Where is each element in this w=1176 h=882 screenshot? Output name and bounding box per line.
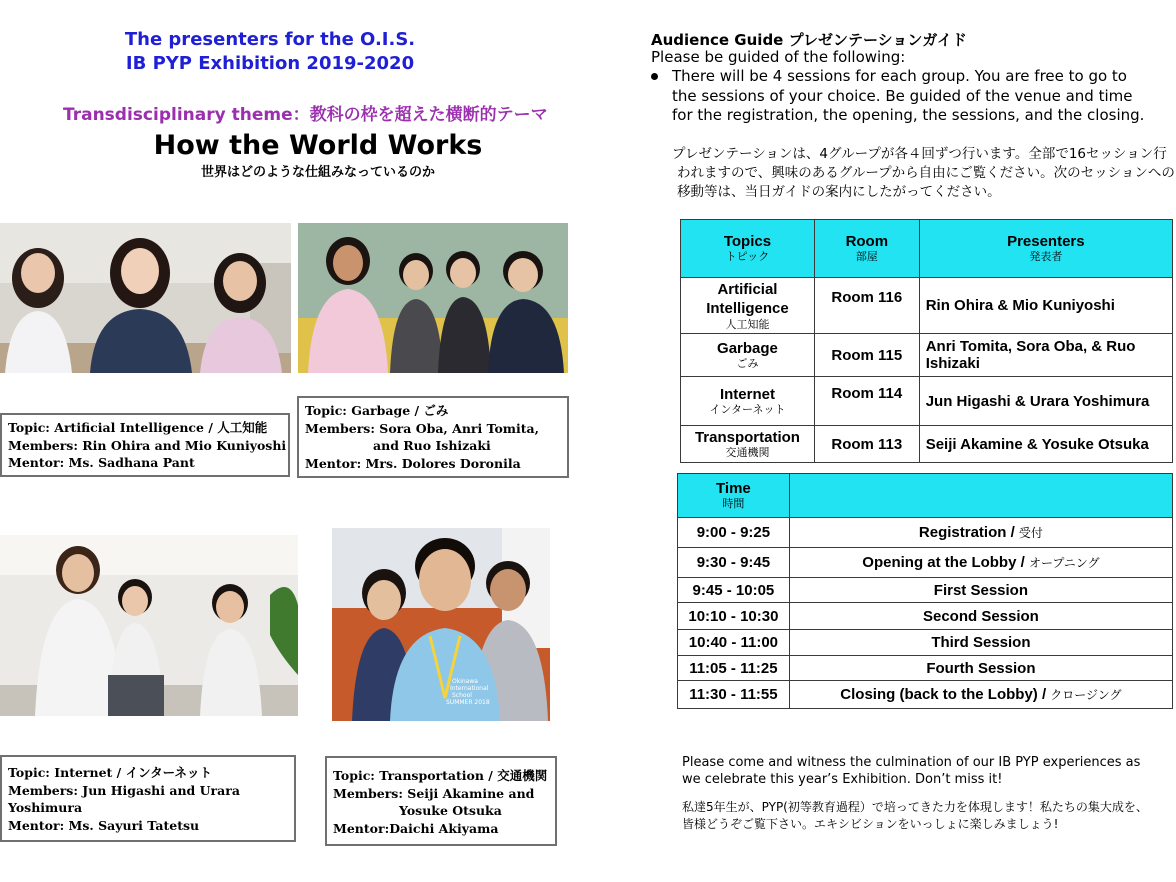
- table-row: [678, 518, 1173, 548]
- table-row: [678, 548, 1173, 578]
- topic-cell: Garbage ごみ: [681, 334, 815, 377]
- jp-line: 移動等は、当日ガイドの案内にしたがってください。: [677, 184, 1001, 200]
- header-presenters: Presenters 発表者: [919, 220, 1172, 278]
- event-cell: First Session: [789, 578, 1172, 603]
- table-row: [681, 377, 1173, 426]
- table-row: [678, 656, 1173, 681]
- time-cell: 9:30 - 9:45: [678, 548, 790, 578]
- caption-topic: Topic: Garbage / ごみ: [305, 403, 449, 418]
- header-room: Room 部屋: [814, 220, 919, 278]
- jp-line: われますので、興味のあるグループから自由にご覧ください。次のセッションへの: [677, 165, 1175, 181]
- header-event: [789, 474, 1172, 518]
- presenters-cell: Jun Higashi & Urara Yoshimura: [919, 377, 1172, 426]
- closing-jp-line: 皆様どうぞご覧下さい。エキシビションをいっしょに楽しみましょう!: [682, 816, 1059, 831]
- closing-en-line: we celebrate this year’s Exhibition. Don’t miss it!: [682, 771, 1003, 787]
- time-cell: 9:45 - 10:05: [678, 578, 790, 603]
- bullet-line: the sessions of your choice. Be guided of the venue and time: [672, 86, 1133, 105]
- caption-transportation: [325, 756, 557, 846]
- photo-garbage-group: [298, 223, 568, 373]
- presenters-cell: Rin Ohira & Mio Kuniyoshi: [919, 278, 1172, 334]
- table-row: [681, 278, 1173, 334]
- svg-text:SUMMER 2018: SUMMER 2018: [446, 699, 490, 706]
- table-header-row: [681, 220, 1173, 278]
- audience-guide-intro: Please be guided of the following:: [651, 48, 906, 66]
- header-time: Time 時間: [678, 474, 790, 518]
- caption-members: Members: Jun Higashi and Urara: [8, 782, 240, 798]
- svg-text:International: International: [450, 685, 489, 692]
- room-cell: Room 116: [814, 278, 919, 334]
- topic-cell: Artificial Intelligence 人工知能: [681, 278, 815, 334]
- event-cell: Third Session: [789, 630, 1172, 656]
- svg-text:Okinawa: Okinawa: [452, 678, 478, 685]
- event-cell: Fourth Session: [789, 656, 1172, 681]
- caption-topic: Topic: Artificial Intelligence / 人工知能: [8, 420, 268, 435]
- caption-topic: Topic: Transportation / 交通機関: [333, 768, 548, 783]
- photo-transportation-group: [332, 528, 550, 721]
- caption-members: Members: Seiji Akamine and: [333, 785, 535, 801]
- title-line-1: The presenters for the O.I.S.: [124, 29, 416, 50]
- theme-heading-jp: 世界はどのような仕組みなっているのか: [200, 165, 435, 180]
- jp-line: プレゼンテーションは、4グループが各４回ずつ行います。全部で16セッション行: [672, 146, 1167, 162]
- bullet-line: There will be 4 sessions for each group. You are free to go to: [672, 67, 1127, 85]
- topic-cell: Transportation 交通機関: [681, 426, 815, 463]
- time-cell: 11:05 - 11:25: [678, 656, 790, 681]
- room-cell: Room 115: [814, 334, 919, 377]
- title-line-2: IB PYP Exhibition 2019-2020: [125, 53, 415, 74]
- time-cell: 10:10 - 10:30: [678, 603, 790, 630]
- caption-mentor: Mentor:Daichi Akiyama: [333, 820, 499, 836]
- photo-internet-group: [0, 535, 298, 716]
- room-cell: Room 114: [814, 377, 919, 426]
- event-cell: Closing (back to the Lobby) / クロージング: [789, 681, 1172, 709]
- caption-members-cont: Yoshimura: [8, 800, 83, 815]
- theme-heading: How the World Works: [153, 130, 483, 161]
- header-topics: Topics トピック: [681, 220, 815, 278]
- caption-topic: Topic: Internet / インターネット: [8, 765, 212, 780]
- time-table: [677, 473, 1173, 709]
- table-row: [681, 334, 1173, 377]
- table-row: [678, 681, 1173, 709]
- event-cell: Opening at the Lobby / オープニング: [789, 548, 1172, 578]
- table-header-row: [678, 474, 1173, 518]
- caption-members-cont: Yosuke Otsuka: [399, 803, 502, 818]
- caption-garbage: [297, 396, 569, 478]
- topic-cell: Internet インターネット: [681, 377, 815, 426]
- table-row: [678, 630, 1173, 656]
- time-cell: 11:30 - 11:55: [678, 681, 790, 709]
- caption-mentor: Mentor: Ms. Sayuri Tatetsu: [8, 817, 200, 833]
- bullet-icon: [651, 73, 658, 80]
- caption-members: Members: Sora Oba, Anri Tomita,: [305, 420, 540, 436]
- time-cell: 9:00 - 9:25: [678, 518, 790, 548]
- table-row: [681, 426, 1173, 463]
- presenters-cell: Anri Tomita, Sora Oba, & Ruo Ishizaki: [919, 334, 1172, 377]
- caption-internet: [0, 755, 296, 842]
- closing-remarks: [682, 755, 1172, 832]
- topics-table: [680, 219, 1173, 463]
- event-cell: Second Session: [789, 603, 1172, 630]
- closing-en-line: Please come and witness the culmination of our IB PYP experiences as: [682, 755, 1141, 770]
- photo-ai-group: [0, 223, 291, 373]
- svg-text:School: School: [452, 692, 472, 699]
- closing-jp-line: 私達5年生が、PYP(初等教育過程）で培ってきた力を体現します！私たちの集大成を、: [682, 800, 1148, 814]
- page-title: [100, 28, 440, 76]
- audience-guide-title: Audience Guide プレゼンテーションガイド: [651, 31, 967, 49]
- table-row: [678, 578, 1173, 603]
- audience-guide-jp: [672, 145, 1175, 202]
- table-row: [678, 603, 1173, 630]
- transdisciplinary-theme: Transdisciplinary theme：教科の枠を超えた横断的テーマ: [63, 105, 548, 125]
- presenters-cell: Seiji Akamine & Yosuke Otsuka: [919, 426, 1172, 463]
- caption-members: Members: Rin Ohira and Mio Kuniyoshi: [8, 437, 287, 453]
- bullet-line: for the registration, the opening, the sessions, and the closing.: [672, 106, 1145, 124]
- audience-guide-bullet: [672, 67, 1172, 126]
- caption-members-cont: and Ruo Ishizaki: [373, 438, 491, 453]
- time-cell: 10:40 - 11:00: [678, 630, 790, 656]
- caption-mentor: Mentor: Mrs. Dolores Doronila: [305, 455, 521, 471]
- caption-mentor: Mentor: Ms. Sadhana Pant: [8, 455, 195, 470]
- caption-ai: [0, 413, 290, 477]
- event-cell: Registration / 受付: [789, 518, 1172, 548]
- room-cell: Room 113: [814, 426, 919, 463]
